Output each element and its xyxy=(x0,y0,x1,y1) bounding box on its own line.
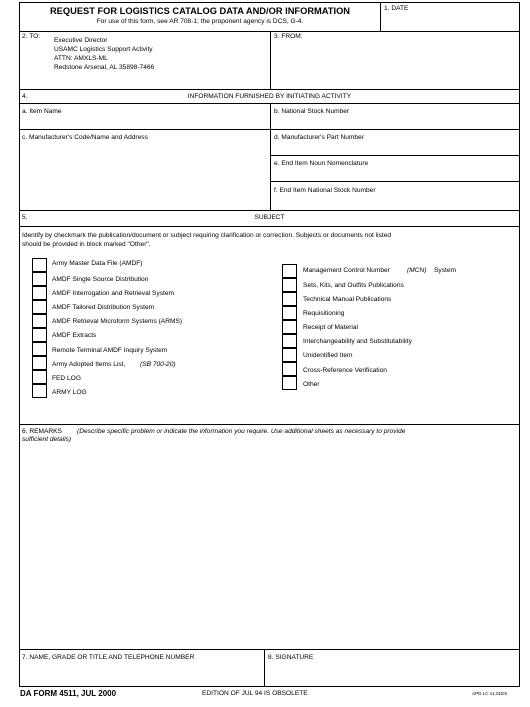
form-top-border xyxy=(19,2,520,3)
manufacturer-label: c. Manufacturer's Code/Name and Address xyxy=(22,134,148,141)
checkbox-other[interactable] xyxy=(282,376,297,390)
option-label: Requisitioning xyxy=(303,310,345,317)
option-label: System xyxy=(434,267,456,274)
checkbox-cross-reference[interactable] xyxy=(282,362,297,376)
option-label: AMDF Extracts xyxy=(52,332,97,339)
form-bottom-border xyxy=(19,686,520,687)
option-label: Sets, Kits, and Outfits Publications xyxy=(303,282,404,289)
section4-title: INFORMATION FURNISHED BY INITIATING ACTIVITY xyxy=(187,93,352,100)
divider xyxy=(19,649,520,650)
option-label: Remote Terminal AMDF Inquiry System xyxy=(52,347,168,354)
form-identifier: DA FORM 4511, JUL 2000 xyxy=(20,689,117,698)
option-label: AMDF Interrogation and Retrieval System xyxy=(52,290,175,297)
name-label: 7. NAME, GRADE OR TITLE AND TELEPHONE NUMBER xyxy=(22,654,195,661)
form-title: REQUEST FOR LOGISTICS CATALOG DATA AND/OR INFORMATION xyxy=(49,6,351,16)
option-label: Management Control Number xyxy=(303,267,390,274)
divider xyxy=(270,155,520,156)
checkbox-receipt-of-material[interactable] xyxy=(282,320,297,334)
remarks-instructions: (Describe specific problem or indicate the information you require. Use additional sheets as necessary to provide xyxy=(77,428,406,435)
remarks-label: 6. REMARKS xyxy=(22,428,62,435)
item-name-label: a. Item Name xyxy=(22,108,62,115)
section5-title: SUBJECT xyxy=(254,214,285,221)
part-number-field[interactable] xyxy=(271,143,519,155)
to-address-line: Executive Director xyxy=(54,37,108,44)
section5-instructions: should be provided in block marked "Other". xyxy=(22,241,151,248)
edition-notice: EDITION OF JUL 94 IS OBSOLETE xyxy=(202,690,308,697)
option-label: Interchangeability and Substitutability xyxy=(303,338,412,345)
item-name-field[interactable] xyxy=(20,117,270,129)
checkbox-remote-terminal[interactable] xyxy=(32,342,47,356)
nsn-field[interactable] xyxy=(271,117,519,129)
option-label: Army Adopted Items List, xyxy=(52,361,126,368)
form-right-border xyxy=(519,2,520,686)
checkbox-army-log[interactable] xyxy=(32,384,47,398)
version-tag: APD LC v1.01ES xyxy=(472,691,508,696)
checkbox-amdf-extracts[interactable] xyxy=(32,328,47,342)
divider xyxy=(19,129,520,130)
checkbox-army-adopted-items[interactable] xyxy=(32,356,47,370)
checkbox-unidentified-item[interactable] xyxy=(282,348,297,362)
checkbox-amdf-single-source[interactable] xyxy=(32,272,47,286)
form-subtitle: For use of this form, see AR 708-1; the proponent agency is DCS, G-4. xyxy=(96,18,304,25)
name-field[interactable] xyxy=(20,663,264,685)
manufacturer-field[interactable] xyxy=(20,143,270,210)
option-label: Cross-Reference Verification xyxy=(303,367,387,374)
option-note: (SB 700-20) xyxy=(140,361,176,368)
part-number-label: d. Manufacturer's Part Number xyxy=(274,134,364,141)
to-address-line: USAMC Logistics Support Activity xyxy=(54,46,153,53)
signature-label: 8. SIGNATURE xyxy=(268,654,314,661)
checkbox-amdf-interrogation[interactable] xyxy=(32,286,47,300)
option-label: Receipt of Material xyxy=(303,324,358,331)
checkbox-sets-kits-outfits[interactable] xyxy=(282,278,297,292)
divider xyxy=(19,89,520,90)
end-item-nsn-label: f. End Item National Stock Number xyxy=(274,187,376,194)
option-label: Unidentified Item xyxy=(303,352,353,359)
checkbox-mcn-system[interactable] xyxy=(282,264,297,278)
to-label: 2. TO: xyxy=(22,33,41,40)
option-label: Other xyxy=(303,381,320,388)
end-item-noun-label: e. End Item Noun Nomenclature xyxy=(274,160,369,167)
option-label: Technical Manual Publications xyxy=(303,296,392,303)
nsn-label: b. National Stock Number xyxy=(274,108,350,115)
divider xyxy=(270,181,520,182)
option-note: (MCN) xyxy=(407,267,427,274)
end-item-noun-field[interactable] xyxy=(271,169,519,181)
signature-field[interactable] xyxy=(265,663,519,685)
checkbox-technical-manual[interactable] xyxy=(282,292,297,306)
option-label: Army Master Data File (AMDF) xyxy=(52,260,143,267)
option-label: FED LOG xyxy=(52,375,81,382)
from-label: 3. FROM: xyxy=(274,33,303,40)
remarks-instructions: sufficient details) xyxy=(22,436,72,443)
section5-number: 5. xyxy=(22,214,28,221)
checkbox-fed-log[interactable] xyxy=(32,370,47,384)
from-field[interactable] xyxy=(271,42,519,89)
option-label: AMDF Tailored Distribution System xyxy=(52,304,155,311)
option-label: AMDF Single Source Distribution xyxy=(52,276,149,283)
date-field[interactable] xyxy=(381,13,519,31)
to-address-line: Redstone Arsenal, AL 35898-7466 xyxy=(54,64,155,71)
checkbox-amdf[interactable] xyxy=(32,258,47,272)
end-item-nsn-field[interactable] xyxy=(271,196,519,210)
checkbox-interchangeability[interactable] xyxy=(282,334,297,348)
divider xyxy=(19,424,520,425)
option-label: AMDF Retrieval Microform Systems (ARMS) xyxy=(52,318,183,325)
section5-instructions: Identify by checkmark the publication/document or subject requiring clarification or correction. Subjects or documents not listed xyxy=(22,232,392,239)
checkbox-amdf-tailored[interactable] xyxy=(32,300,47,314)
section4-number: 4. xyxy=(22,93,28,100)
divider xyxy=(19,210,520,211)
date-label: 1. DATE xyxy=(384,5,409,12)
remarks-field[interactable] xyxy=(20,446,519,648)
option-label: ARMY LOG xyxy=(52,389,87,396)
checkbox-arms[interactable] xyxy=(32,314,47,328)
to-address-line: ATTN: AMXLS-ML xyxy=(54,55,108,62)
checkbox-requisitioning[interactable] xyxy=(282,306,297,320)
divider xyxy=(19,226,520,227)
